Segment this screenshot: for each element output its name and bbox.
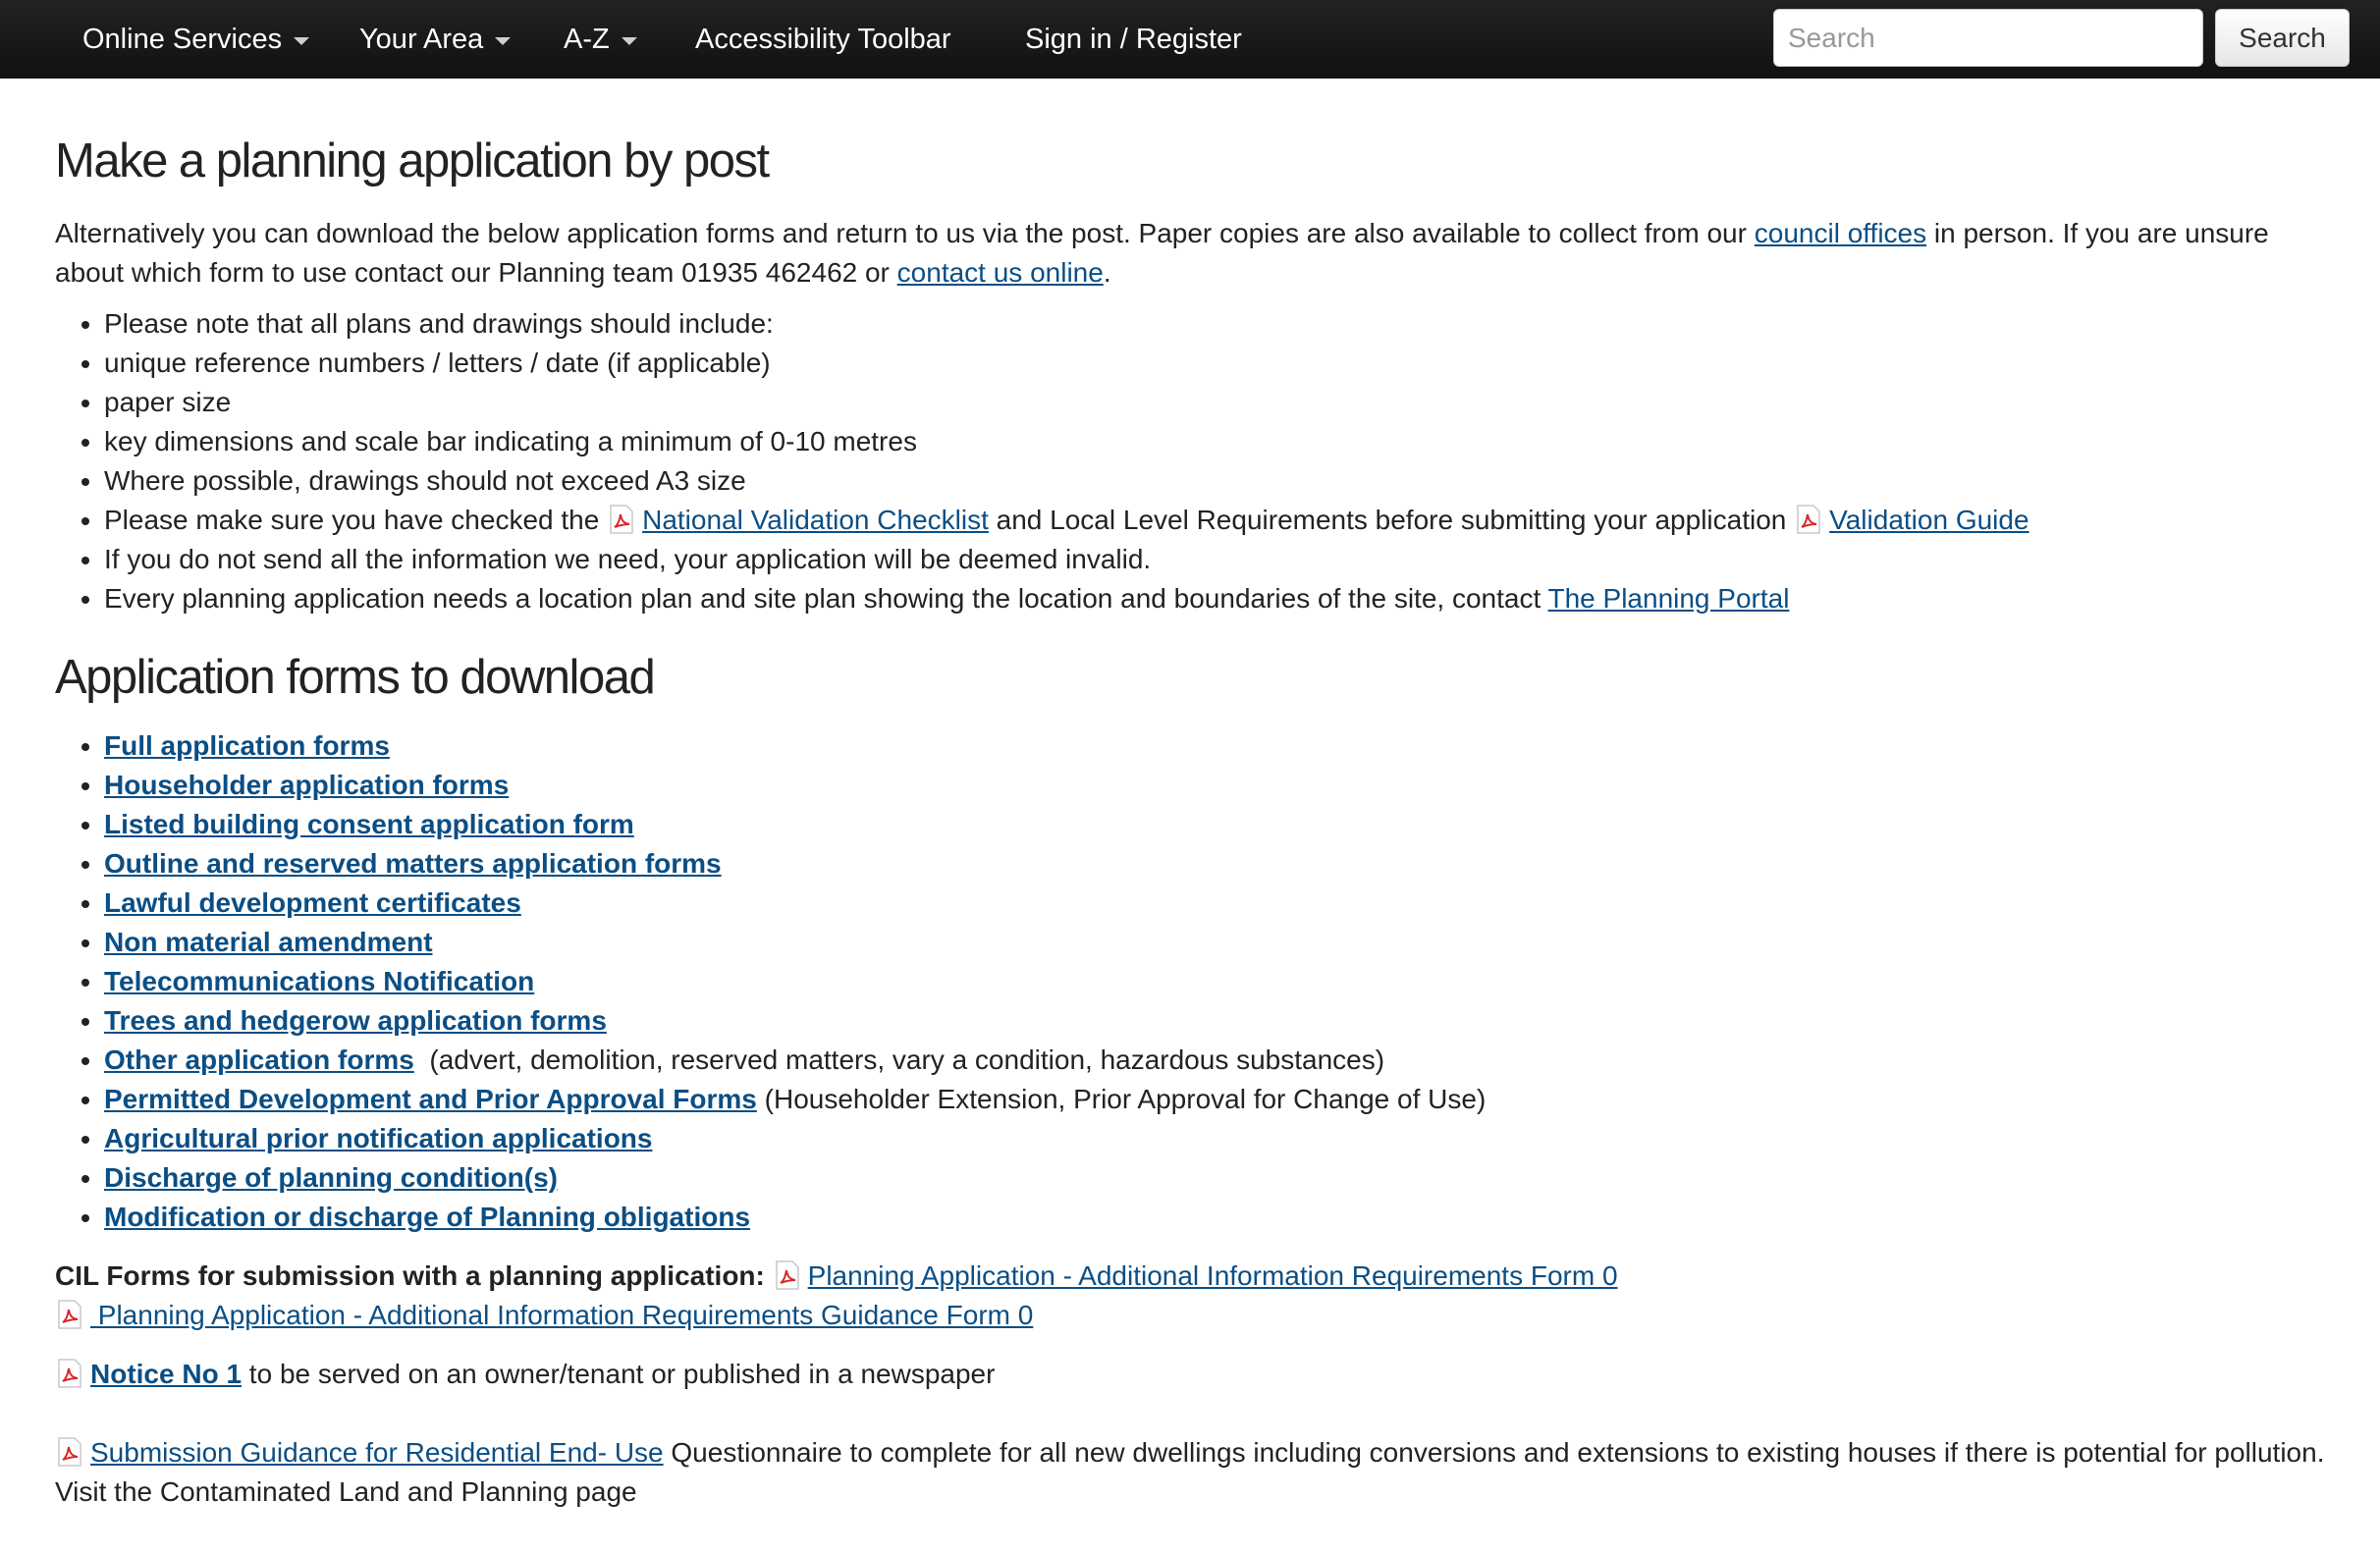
- list-item: • key dimensions and scale bar indicating a minimum of 0-10 metres: [104, 422, 2343, 461]
- note-text: Every planning application needs a location plan and site plan showing the location and boundaries of the site, contact: [104, 583, 1548, 614]
- pdf-icon: [773, 1259, 802, 1291]
- list-item: [104, 1041, 2343, 1080]
- list-item: [104, 1119, 2343, 1158]
- search-button[interactable]: Search: [2215, 9, 2350, 67]
- list-item: [104, 579, 2343, 618]
- cil-forms-paragraph: [55, 1257, 2343, 1335]
- lawful-development-certificates-link[interactable]: Lawful development certificates: [104, 887, 521, 918]
- submission-guidance-link[interactable]: Submission Guidance for Residential End- Use: [90, 1437, 664, 1468]
- notice-text: to be served on an owner/tenant or published in a newspaper: [242, 1359, 996, 1389]
- additional-info-form-link[interactable]: Planning Application - Additional Information Requirements Form 0: [807, 1260, 1618, 1291]
- main-content: [55, 118, 2343, 1512]
- pdf-icon: [55, 1299, 84, 1330]
- list-item: • If you do not send all the information we need, your application will be deemed invalid.: [104, 540, 2343, 579]
- form-note: (advert, demolition, reserved matters, vary a condition, hazardous substances): [413, 1044, 1385, 1075]
- nav-sign-in-register-label: Sign in / Register: [1025, 24, 1242, 55]
- notice-paragraph: [55, 1355, 2343, 1394]
- nav-your-area-label: Your Area: [359, 24, 484, 55]
- nav-accessibility-toolbar[interactable]: [695, 0, 951, 79]
- list-item: [104, 1158, 2343, 1198]
- pdf-icon: [55, 1436, 84, 1468]
- search-input[interactable]: [1773, 9, 2203, 67]
- list-item: • Please note that all plans and drawings should include:: [104, 304, 2343, 344]
- nav-a-z-label: A-Z: [564, 24, 610, 55]
- nav-sign-in-register[interactable]: [1025, 0, 1242, 79]
- pdf-icon: [1794, 504, 1823, 535]
- list-item: • Where possible, drawings should not exceed A3 size: [104, 461, 2343, 501]
- list-item: [104, 962, 2343, 1001]
- list-item: • paper size: [104, 383, 2343, 422]
- list-item: [104, 805, 2343, 844]
- agricultural-prior-notification-link[interactable]: Agricultural prior notification applications: [104, 1123, 653, 1153]
- caret-down-icon: [294, 37, 309, 45]
- telecommunications-notification-link[interactable]: Telecommunications Notification: [104, 966, 535, 996]
- council-offices-link[interactable]: council offices: [1754, 218, 1927, 248]
- nav-online-services-label: Online Services: [82, 24, 283, 55]
- full-application-forms-link[interactable]: Full application forms: [104, 730, 390, 761]
- discharge-planning-conditions-link[interactable]: Discharge of planning condition(s): [104, 1162, 558, 1193]
- note-text: and Local Level Requirements before submitting your application: [988, 505, 1795, 535]
- other-application-forms-link[interactable]: Other application forms: [104, 1044, 414, 1075]
- list-item: [104, 766, 2343, 805]
- intro-text: in person. If you are unsure about which form to use contact our Planning team 01935 462462 or: [55, 218, 2269, 288]
- permitted-development-link[interactable]: Permitted Development and Prior Approval Forms: [104, 1084, 757, 1114]
- list-item: [104, 1080, 2343, 1119]
- intro-text: .: [1103, 257, 1111, 288]
- list-item: [104, 844, 2343, 884]
- caret-down-icon: [495, 37, 511, 45]
- householder-application-forms-link[interactable]: Householder application forms: [104, 770, 510, 800]
- list-item: [104, 726, 2343, 766]
- intro-paragraph: [55, 214, 2343, 293]
- validation-guide-link[interactable]: Validation Guide: [1829, 505, 2029, 535]
- submission-text: Questionnaire to complete for all new dwellings including conversions and extensions to existing houses if there is potential for pollution. Visit the Contaminated Land and Planning page: [55, 1437, 2325, 1507]
- list-item: [104, 1001, 2343, 1041]
- additional-info-guidance-link[interactable]: Planning Application - Additional Information Requirements Guidance Form 0: [90, 1300, 1034, 1330]
- listed-building-consent-link[interactable]: Listed building consent application form: [104, 809, 634, 839]
- planning-portal-link[interactable]: The Planning Portal: [1547, 583, 1790, 614]
- planning-obligations-link[interactable]: Modification or discharge of Planning obligations: [104, 1202, 751, 1232]
- cil-label: CIL Forms for submission with a planning application:: [55, 1260, 765, 1291]
- note-text: Please make sure you have checked the: [104, 505, 608, 535]
- nav-your-area[interactable]: [359, 0, 511, 79]
- notice-no-1-link[interactable]: Notice No 1: [90, 1359, 243, 1389]
- national-validation-checklist-link[interactable]: National Validation Checklist: [642, 505, 989, 535]
- nav-accessibility-toolbar-label: Accessibility Toolbar: [695, 24, 951, 55]
- form-note: (Householder Extension, Prior Approval for Change of Use): [756, 1084, 1487, 1114]
- submission-paragraph: [55, 1433, 2343, 1512]
- pdf-icon: [55, 1358, 84, 1389]
- list-item: [104, 923, 2343, 962]
- list-item: [104, 884, 2343, 923]
- non-material-amendment-link[interactable]: Non material amendment: [104, 927, 433, 957]
- list-item: [104, 501, 2343, 540]
- caret-down-icon: [622, 37, 637, 45]
- forms-heading: Application forms to download: [55, 651, 655, 704]
- list-item: [104, 1198, 2343, 1237]
- page-title: Make a planning application by post: [55, 134, 769, 187]
- trees-hedgerow-forms-link[interactable]: Trees and hedgerow application forms: [104, 1005, 607, 1036]
- contact-us-online-link[interactable]: contact us online: [896, 257, 1104, 288]
- pdf-icon: [607, 504, 636, 535]
- list-item: • unique reference numbers / letters / date (if applicable): [104, 344, 2343, 383]
- outline-reserved-matters-link[interactable]: Outline and reserved matters application forms: [104, 848, 722, 879]
- forms-list: [104, 726, 2343, 1237]
- plan-notes-list: [104, 304, 2343, 618]
- intro-text: Alternatively you can download the below application forms and return to us via the post. Paper copies are also available to collect from our: [55, 218, 1755, 248]
- nav-online-services[interactable]: [82, 0, 309, 79]
- nav-a-z[interactable]: [564, 0, 637, 79]
- top-navbar: [0, 0, 2380, 79]
